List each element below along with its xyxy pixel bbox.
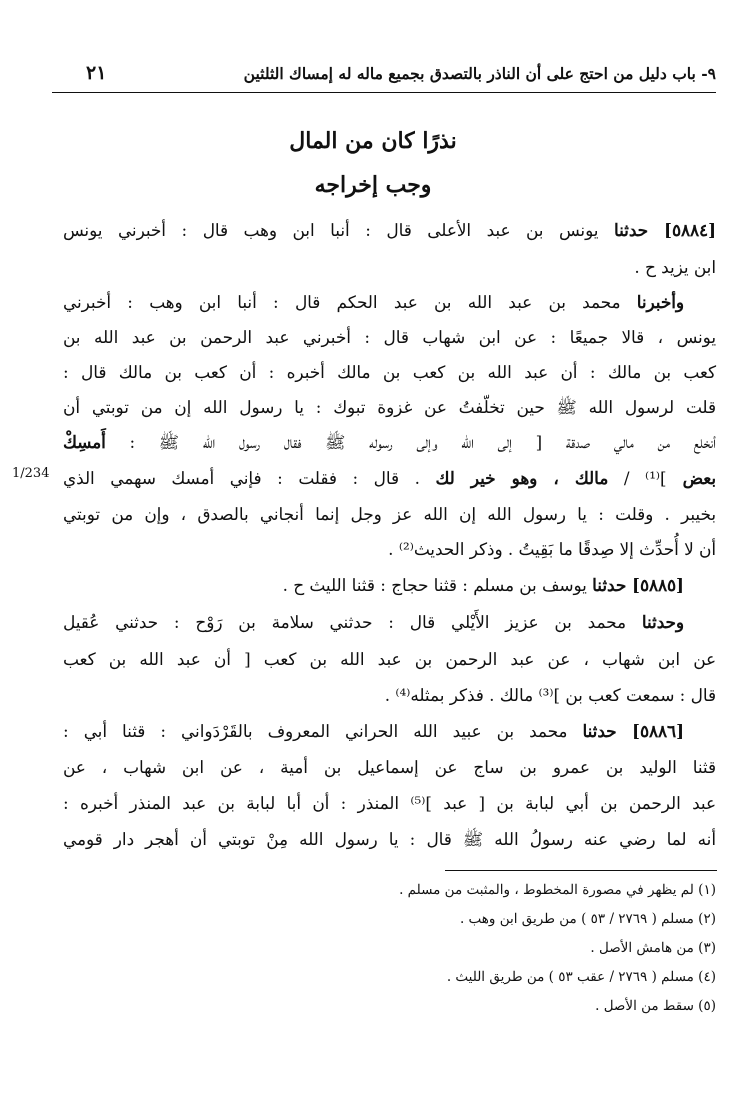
text-run: محمد بن عبيد الله الحراني المعروف بالقَرْدَواني : قثنا أبي :: [63, 721, 583, 741]
text-run: محمد بن عبد الله بن عبد الحكم قال : أنبا ابن وهب : أخبرني: [63, 292, 637, 312]
body-line: [63, 791, 716, 815]
text-run: عن ابن شهاب ، عن عبد الرحمن بن عبد الله بن كعب [ أن عبد الله بن كعب: [63, 649, 716, 669]
page-header: [52, 58, 716, 93]
running-head: ٩- باب دليل من احتج على أن الناذر بالتصدق بجميع ماله له إمساك الثلثين: [243, 64, 716, 83]
margin-note: 1/234: [12, 466, 50, 481]
text-run: أنه لما رضي عنه رسولُ الله ﷺ قال : يا رسول الله مِنْ توبتي أن أهجر دار قومي: [63, 829, 716, 849]
body-line: [63, 827, 716, 851]
body-line: [63, 647, 716, 671]
body-line: [63, 325, 716, 349]
footnote-2: (٢) مسلم ( ٢٧٦٩ / ٥٣ ) من طريق ابن وهب .: [459, 911, 716, 927]
body-line: [63, 290, 684, 314]
bold-text-run: [٥٨٨٦] حدثنا: [582, 721, 685, 741]
footnote-4: (٤) مسلم ( ٢٧٦٩ / عقب ٥٣ ) من طريق الليث .: [446, 969, 716, 985]
body-line: [63, 430, 716, 454]
text-run: أن لا أُحدِّث إلا صِدقًا ما بَقِيتُ . وذكر الحديث⁽²⁾ .: [388, 539, 716, 559]
page-number: ٢١: [86, 62, 107, 84]
bold-text-run: بعض: [666, 468, 717, 488]
body-line: [283, 573, 684, 597]
body-line: [634, 255, 716, 279]
text-run: يونس بن عبد الأعلى قال : أنبا ابن وهب قال : أخبرني يونس: [63, 220, 614, 240]
text-run: يونس ، قالا جميعًا : عن ابن شهاب قال : أخبرني عبد الرحمن بن عبد الله بن: [63, 327, 716, 347]
body-line: [63, 502, 716, 526]
text-run: عبد الرحمن بن أبي لبابة بن [ عبد ]⁽⁵⁾ المنذر : أن أبا لبابة بن عبد المنذر أخبره :: [63, 793, 716, 813]
text-run: . قال : فقلت : فإني أمسك سهمي الذي: [63, 468, 436, 488]
text-run: قثنا الوليد بن عمرو بن ساج عن إسماعيل بن أمية ، عن ابن شهاب ، عن: [63, 757, 716, 777]
chapter-title-line-1: نذرًا كان من المال: [289, 128, 457, 154]
text-run: بخيبر . وقلت : يا رسول الله إن الله عز وجل إنما أنجاني بالصدق ، وإن من توبتي: [63, 504, 716, 524]
text-run: محمد بن عزيز الأَيْلي قال : حدثني سلامة بن رَوْح : حدثني عُقيل: [63, 612, 642, 632]
body-line: [63, 218, 716, 242]
body-line: [63, 719, 684, 743]
text-run: أنخلع من مالي صدقة [ إلى الله وإلى رسوله ﷺ فقال رسول الله ﷺ :: [105, 432, 716, 452]
body-line: [63, 610, 684, 634]
text-run: ]⁽¹⁾ /: [608, 468, 667, 488]
text-run: قلت لرسول الله ﷺ حين تخلّفتُ عن غزوة تبوك : يا رسول الله إن من توبتي أن: [63, 397, 716, 417]
body-line: [63, 466, 716, 490]
bold-text-run: [٥٨٨٤] حدثنا: [613, 220, 717, 240]
body-line: [388, 537, 716, 561]
text-run: ابن يزيد ح .: [634, 257, 716, 277]
chapter-title-line-2: وجب إخراجه: [314, 172, 432, 198]
bold-text-run: أَمسِكْ: [63, 432, 106, 452]
body-line: [63, 360, 716, 384]
footnote-1: (١) لم يظهر في مصورة المخطوط ، والمثبت من مسلم .: [399, 882, 716, 898]
bold-text-run: وأخبرنا: [636, 292, 684, 312]
body-line: [63, 755, 716, 779]
body-line: [63, 395, 716, 419]
text-run: يوسف بن مسلم : قثنا حجاج : قثنا الليث ح .: [282, 575, 593, 595]
bold-text-run: [٥٨٨٥] حدثنا: [592, 575, 684, 595]
bold-text-run: وحدثنا: [641, 612, 684, 632]
body-line: [385, 683, 716, 707]
bold-text-run: مالك ، وهو خير لك: [435, 468, 609, 488]
text-run: كعب بن مالك : أن عبد الله بن كعب بن مالك أخبره : أن كعب بن مالك قال :: [63, 362, 716, 382]
footnote-divider: [445, 870, 717, 871]
footnote-5: (٥) سقط من الأصل .: [595, 998, 716, 1014]
footnote-3: (٣) من هامش الأصل .: [590, 940, 716, 956]
text-run: قال : سمعت كعب بن ]⁽³⁾ مالك . فذكر بمثله⁽⁴⁾ .: [384, 685, 716, 705]
